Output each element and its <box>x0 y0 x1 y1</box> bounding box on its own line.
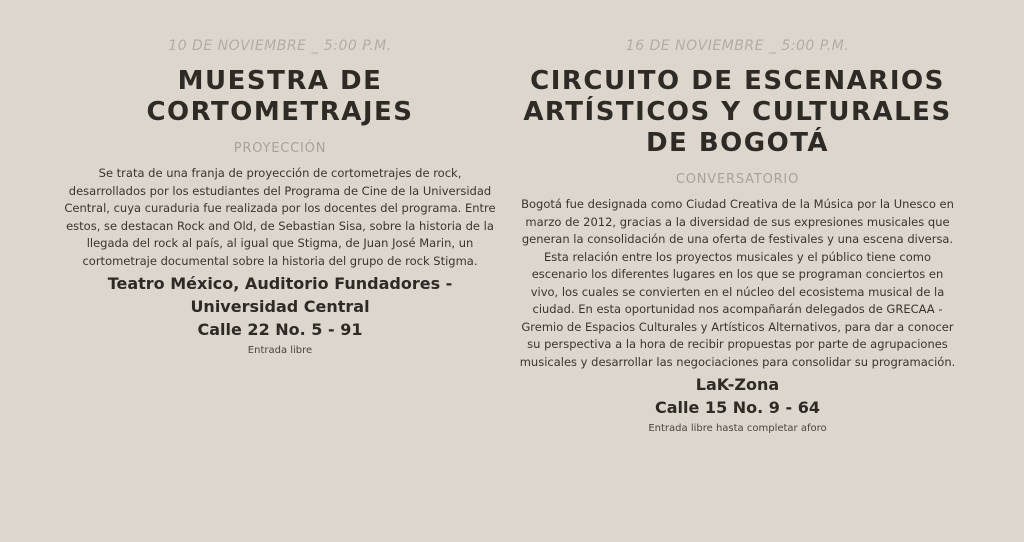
event-date: 10 DE NOVIEMBRE _ 5:00 P.M. <box>168 38 392 54</box>
event-card-cortometrajes <box>60 0 500 358</box>
event-admission-note: Entrada libre <box>247 345 313 356</box>
event-description: Bogotá fue designada como Ciudad Creativa de la Música por la Unesco en marzo de 2012, gracias a la diversidad de sus expresiones musicales que generan la consolidación de una oferta de festivales y una escena diversa. Esta relación entre los proyectos musicales y el público tiene como escenario los diferentes lugares en los que se programan conciertos en vivo, los cuales se convierten en el núcleo del ecosistema musical de la ciudad. En esta oportunidad nos acompañarán delegados de GRECAA - Gremio de Espacios Culturales y Artísticos Alternativos, para dar a conocer su perspectiva a la hora de recibir propuestas por parte de agrupaciones musicales y desarrollar las negociaciones para consolidar su programación. <box>519 197 956 369</box>
event-address: Calle 22 No. 5 - 91 <box>197 320 363 339</box>
event-title-line: ARTÍSTICOS Y CULTURALES <box>523 97 952 127</box>
event-admission-note: Entrada libre hasta completar aforo <box>648 423 827 434</box>
event-category: PROYECCIÓN <box>233 141 327 156</box>
event-date: 16 DE NOVIEMBRE _ 5:00 P.M. <box>625 38 850 54</box>
event-title-line: DE BOGOTÁ <box>645 128 830 158</box>
event-title-line: CIRCUITO DE ESCENARIOS <box>530 66 945 96</box>
event-title <box>60 66 500 128</box>
event-title-line: MUESTRA DE <box>177 66 383 96</box>
event-title <box>515 66 960 159</box>
event-venue: Teatro México, Auditorio Fundadores - Universidad Central <box>107 274 453 316</box>
event-address: Calle 15 No. 9 - 64 <box>655 398 820 417</box>
event-title-line: CORTOMETRAJES <box>146 97 414 127</box>
event-category: CONVERSATORIO <box>675 172 800 187</box>
event-description: Se trata de una franja de proyección de cortometrajes de rock, desarrollados por los estudiantes del Programa de Cine de la Universidad Central, cuya curaduria fue realizada por los docentes del programa. Entre estos, se destacan Rock and Old, de Sebastian Sisa, sobre la historia de la llegada del rock al país, al igual que Stigma, de Juan José Marin, un cortometraje documental sobre la historia del grupo de rock Stigma. <box>64 166 496 268</box>
event-card-circuito-escenarios <box>515 0 960 436</box>
event-venue: LaK-Zona <box>695 375 780 394</box>
